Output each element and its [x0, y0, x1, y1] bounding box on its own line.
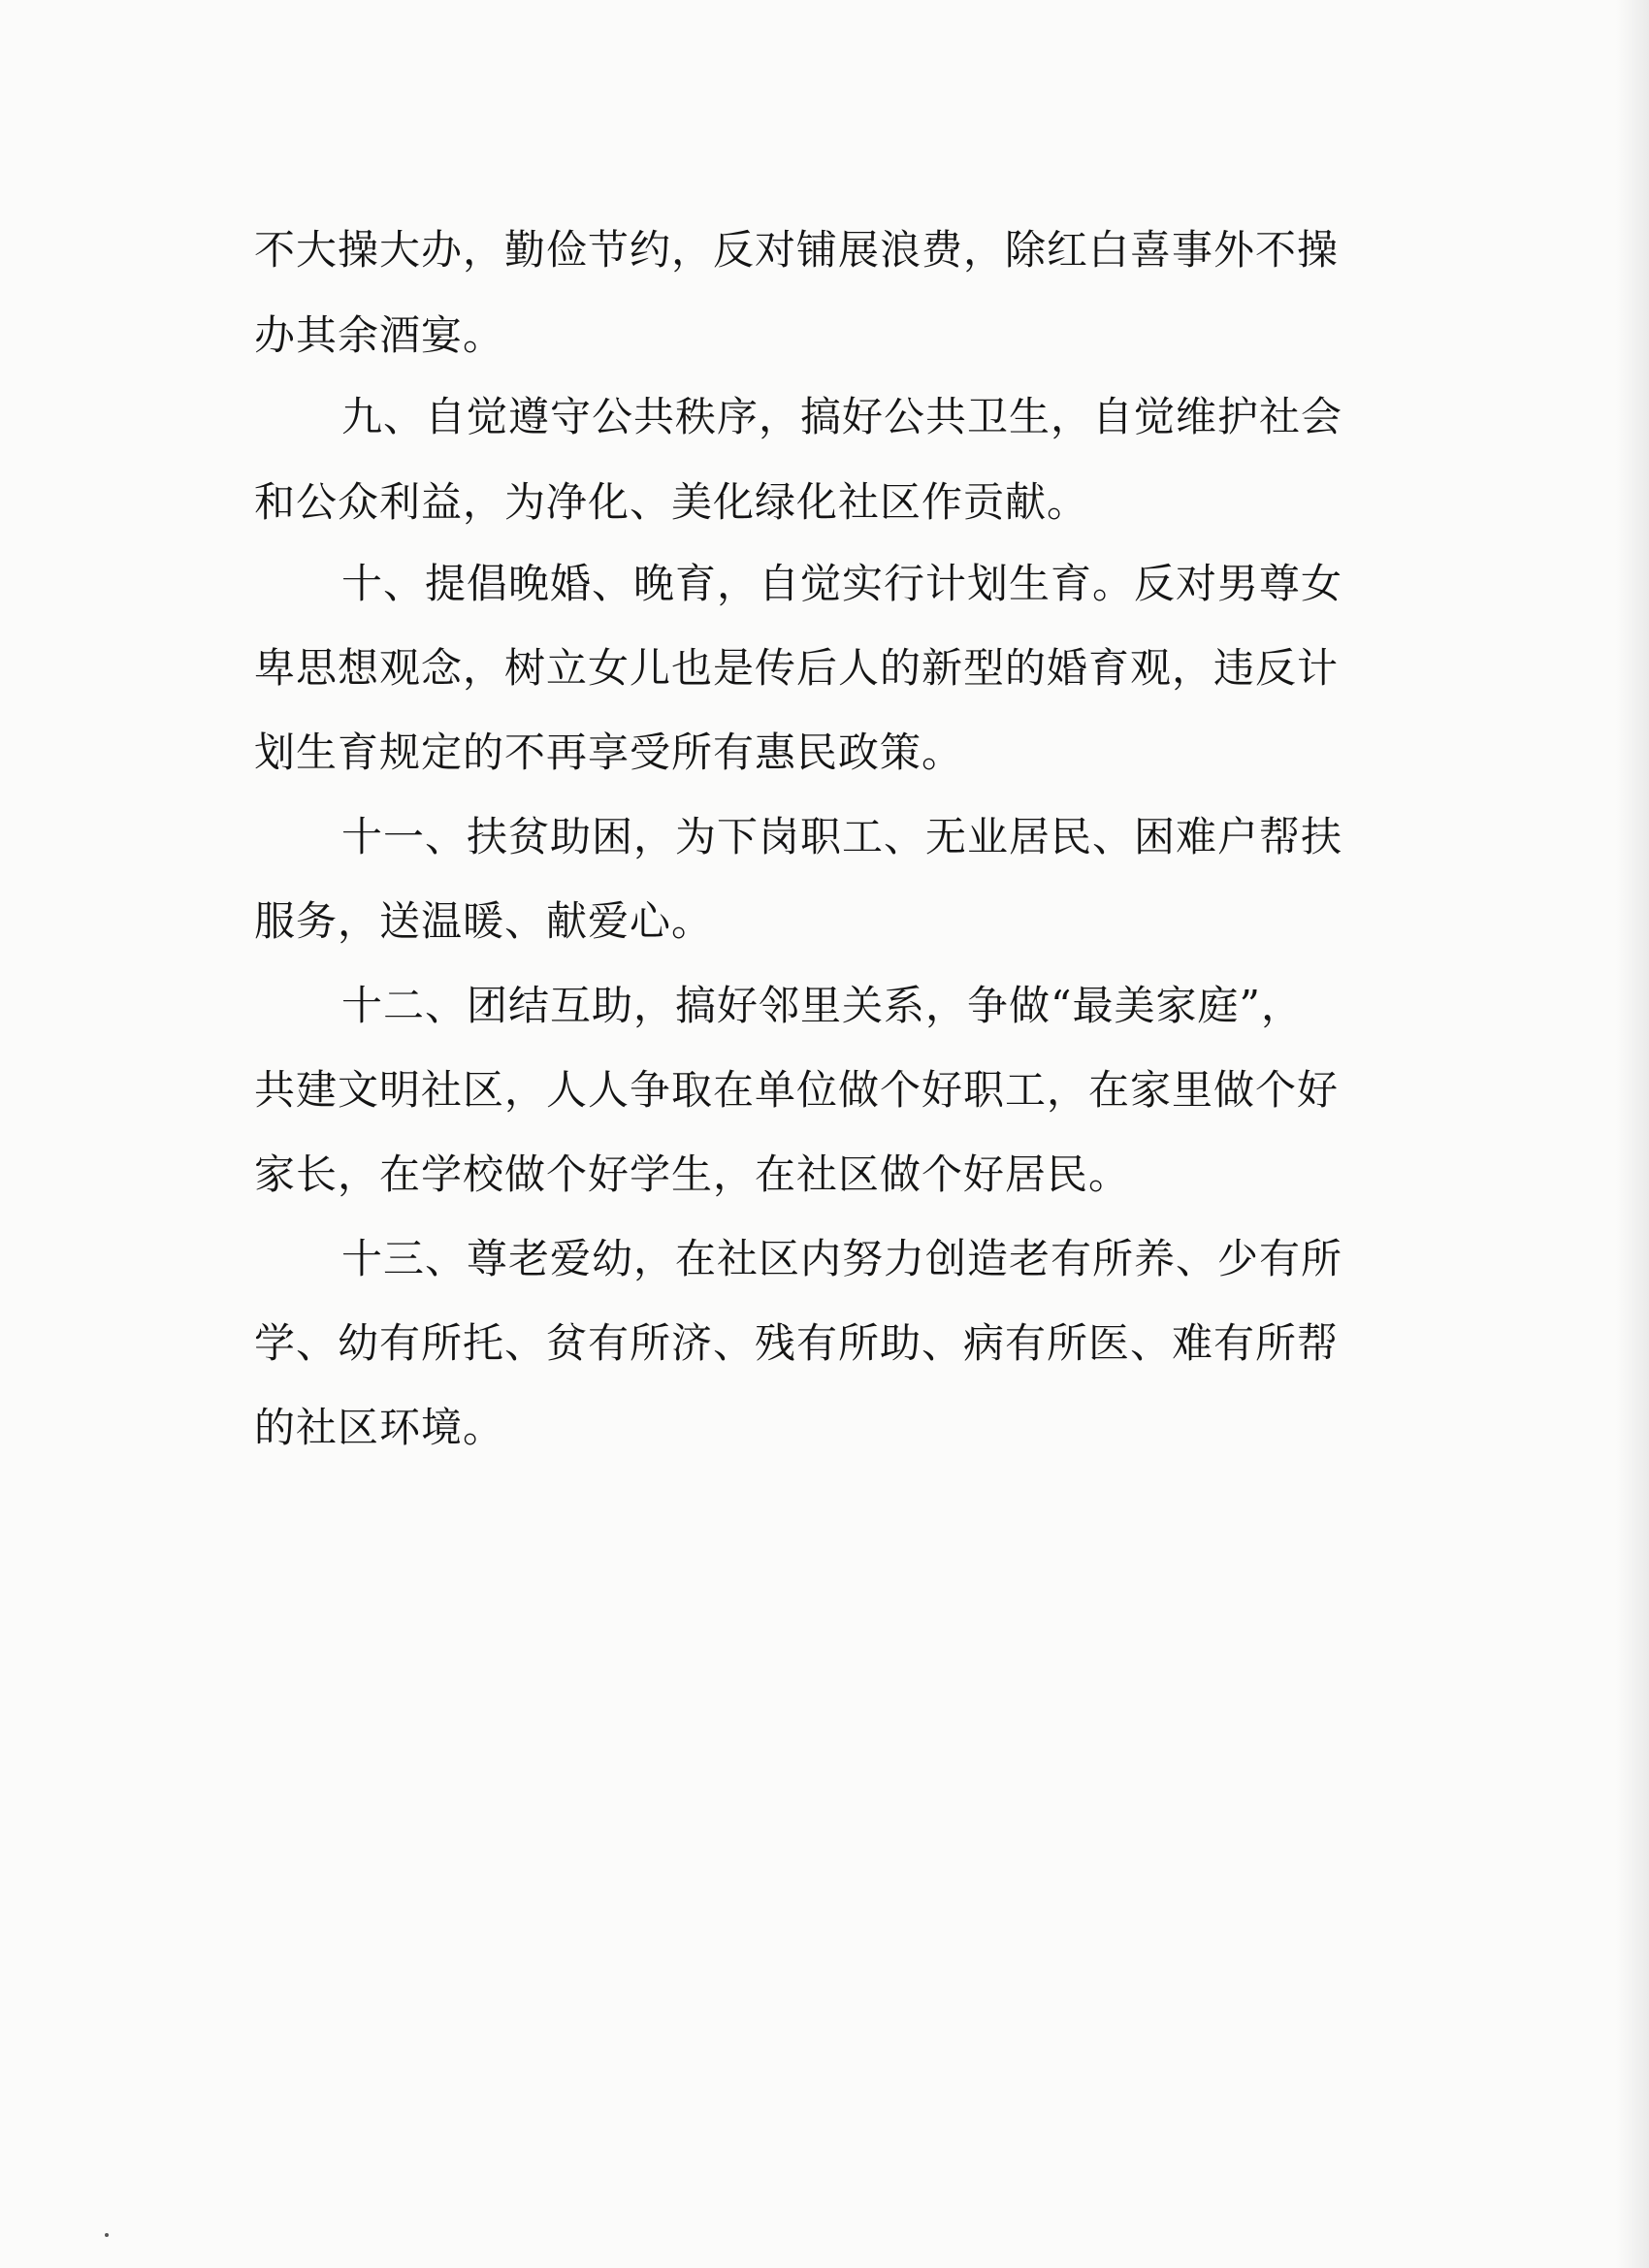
- paragraph-9-line: 九、自觉遵守公共秩序，搞好公共卫生，自觉维护社会: [341, 393, 1343, 440]
- scan-speck: [105, 2233, 109, 2237]
- paragraph-12-line: 十二、团结互助，搞好邻里关系，争做“最美家庭”，: [341, 982, 1303, 1029]
- text-line: 服务，送温暖、献爱心。: [254, 897, 714, 945]
- text-line: 共建文明社区，人人争取在单位做个好职工，在家里做个好: [254, 1066, 1340, 1114]
- text-line: 办其余酒宴。: [254, 311, 505, 359]
- text-line: 学、幼有所托、贫有所济、残有所助、病有所医、难有所帮: [254, 1319, 1340, 1367]
- paragraph-11-line: 十一、扶贫助困，为下岗职工、无业居民、困难户帮扶: [341, 813, 1343, 860]
- text-line: 卑思想观念，树立女儿也是传后人的新型的婚育观，违反计: [254, 644, 1340, 692]
- text-line: 的社区环境。: [254, 1404, 505, 1451]
- text-line: 不大操大办，勤俭节约，反对铺展浪费，除红白喜事外不操: [254, 226, 1340, 274]
- text-line: 和公众利益，为净化、美化绿化社区作贡献。: [254, 478, 1089, 526]
- paragraph-10-line: 十、提倡晚婚、晚育，自觉实行计划生育。反对男尊女: [341, 560, 1343, 607]
- text-line: 家长，在学校做个好学生，在社区做个好居民。: [254, 1150, 1131, 1198]
- paragraph-13-line: 十三、尊老爱幼，在社区内努力创造老有所养、少有所: [341, 1235, 1343, 1282]
- text-line: 划生育规定的不再享受所有惠民政策。: [254, 729, 964, 776]
- page-edge-shadow: [1616, 0, 1649, 2268]
